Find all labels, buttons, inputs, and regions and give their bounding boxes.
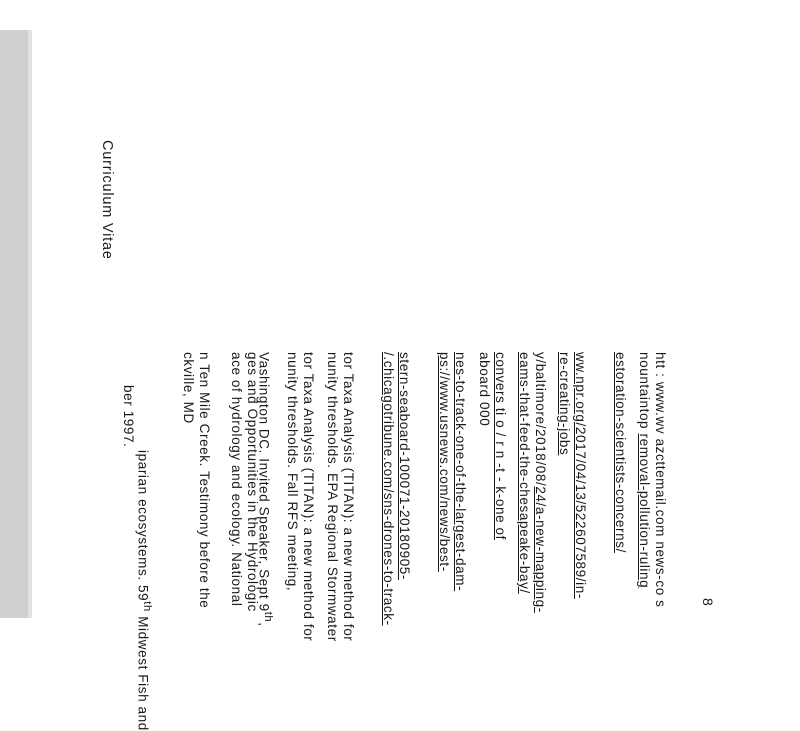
scan-shadow-edge (28, 30, 32, 618)
link-npr-2[interactable]: re-creating-jobs (557, 352, 572, 456)
doc-line-7: Vashington DC. Invited Speaker, Sept 9th, (256, 352, 274, 627)
cv-header-title: Curriculum Vitae (99, 140, 115, 260)
doc-line-1: iparian ecosystems. 59th Midwest Fish and (135, 450, 153, 731)
doc-line-5: ace of hydrology and ecology. National (229, 352, 244, 607)
doc-line-6: ges and Opportunities in the Hydrologic (245, 352, 260, 612)
doc-line-2: ber 1997. (121, 385, 136, 448)
link-npr-1[interactable]: ww.npr.org/2017/04/13/522607589/in- (573, 352, 588, 599)
doc-line-16: convers ti o / r n -t - k-one of (493, 352, 508, 541)
link-chicagotribune-2[interactable]: stern-seaboard-100071-20180905- (397, 352, 412, 581)
doc-line-3: n Ten Mile Creek. Testimony before the (197, 352, 212, 609)
doc-line-10: tor Taxa Analysis (TITAN): a new method for (341, 352, 356, 642)
doc-line-11: nunity thresholds. EPA Regional Stormwater (325, 352, 340, 642)
link-chicagotribune-1[interactable]: /.chicagotribune.com/sns-drones-to-track- (381, 352, 396, 626)
link-restoration[interactable]: estoration-scientists-concerns/ (613, 352, 628, 553)
link-usnews-1[interactable]: ps://www.usnews.com/news/best- (437, 352, 452, 572)
link-wvgazette-1[interactable]: htt : www.wv azcttemail.com news-co s (653, 352, 668, 608)
doc-line-9: nunity thresholds. Fall RFS meeting, (285, 352, 300, 592)
link-wvgazette-2[interactable]: nountaintop removal-pollution-ruling (637, 352, 652, 589)
scan-shadow-strip (0, 30, 28, 618)
link-baltimore-2[interactable]: eams-that-feed-the-chesapeake-bay/ (517, 352, 532, 594)
link-usnews-2[interactable]: nes-to-track-one-of-the-largest-dam- (453, 352, 468, 592)
doc-line-4: ckville, MD (181, 352, 196, 424)
doc-line-8: tor Taxa Analysis (TITAN): a new method for (301, 352, 316, 642)
link-baltimore-1[interactable]: y/baltimore/2018/08/24/a-new-mapping- (533, 352, 548, 613)
page-number: 8 (700, 598, 716, 606)
doc-line-17: aboard 000 (477, 352, 492, 427)
